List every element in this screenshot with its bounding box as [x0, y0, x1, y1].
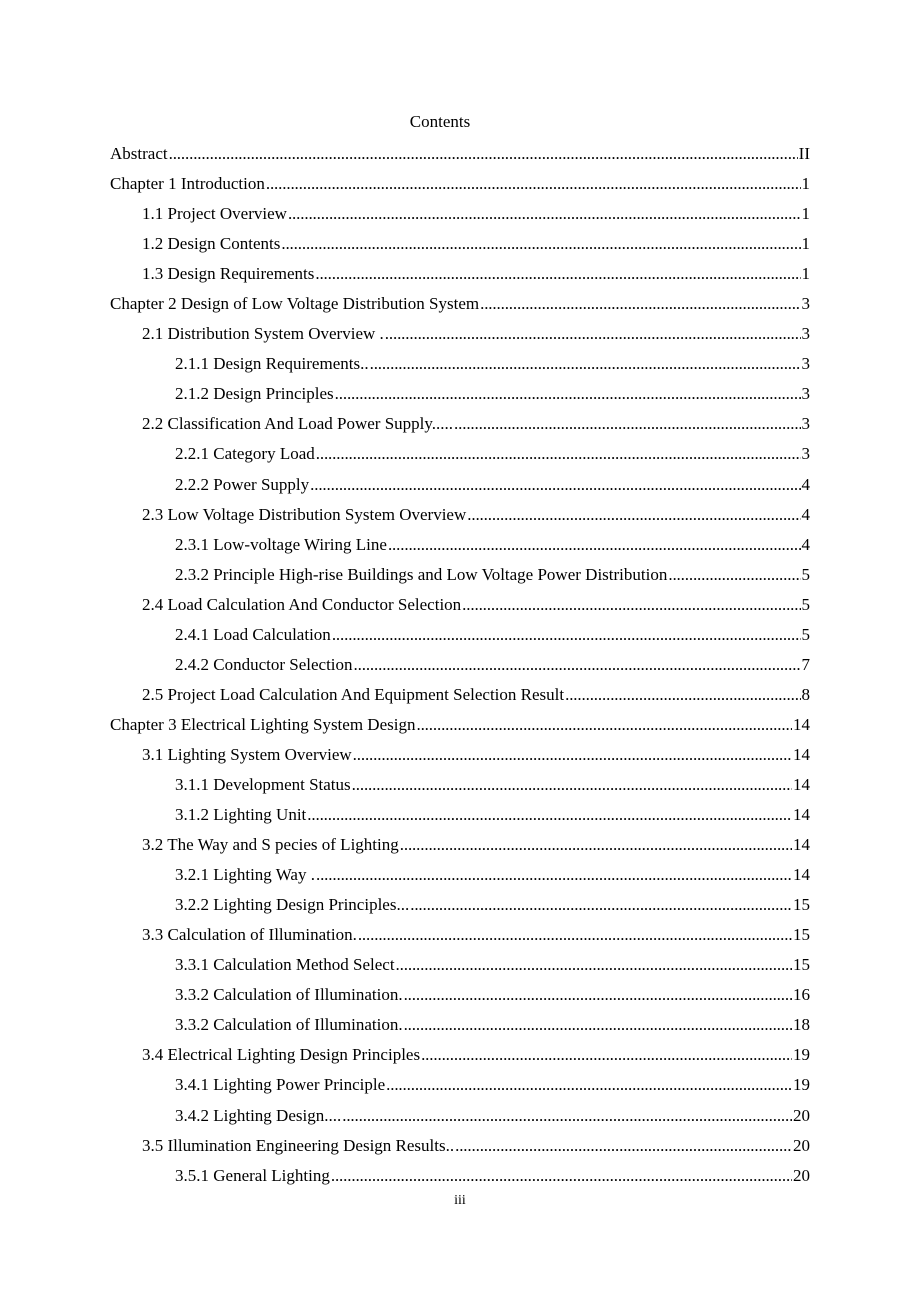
toc-entry-page: 15 [793, 925, 810, 945]
toc-entry-label: Chapter 2 Design of Low Voltage Distribution System [110, 294, 480, 314]
toc-entry-page: 18 [793, 1015, 810, 1035]
toc-entry[interactable] [110, 920, 810, 950]
toc-entry[interactable] [110, 860, 810, 890]
toc-entry[interactable] [110, 500, 810, 530]
toc-entry-label: 2.4.2 Conductor Selection [175, 654, 353, 674]
dot-leader [455, 1135, 792, 1157]
dot-leader [386, 1074, 792, 1096]
toc-entry[interactable] [110, 439, 810, 469]
toc-entry-page: 19 [793, 1075, 810, 1095]
toc-entry-page: 14 [793, 775, 810, 794]
toc-entry-label: 3.5.1 General Lighting [175, 1165, 330, 1185]
toc-entry-page: 20 [793, 1135, 810, 1155]
toc-entry-page: 3 [801, 354, 810, 374]
toc-entry-label: 2.1.1 Design Requirements.. [175, 354, 369, 374]
toc-entry-page: 4 [801, 504, 810, 524]
toc-entry-page: 15 [793, 895, 810, 915]
toc-entry-label: Abstract [110, 144, 168, 164]
toc-entry-page: II [798, 144, 810, 164]
toc-entry-page: 14 [793, 865, 810, 885]
toc-entry-label: 2.1 Distribution System Overview . [142, 324, 384, 344]
toc-entry-label: 3.2 The Way and S pecies of Lighting [142, 835, 399, 855]
toc-entry[interactable] [110, 409, 810, 439]
toc-entry[interactable] [110, 1010, 810, 1040]
toc-entry[interactable] [110, 289, 810, 319]
dot-leader [416, 714, 792, 736]
dot-leader [307, 804, 792, 826]
toc-entry-page: 7 [801, 654, 810, 674]
toc-entry-page: 15 [793, 955, 810, 975]
toc-entry-page: 19 [793, 1045, 810, 1065]
toc-entry-label: 3.4.2 Lighting Design.... [175, 1105, 342, 1125]
toc-entry[interactable] [110, 620, 810, 650]
dot-leader [315, 263, 800, 285]
dot-leader [169, 143, 798, 165]
toc-entry-label: 2.1.2 Design Principles [175, 384, 334, 404]
toc-entry[interactable] [110, 980, 810, 1010]
dot-leader [404, 984, 792, 1006]
toc-entry-page: 20 [793, 1105, 810, 1125]
page-number: iii [454, 1193, 466, 1208]
dot-leader [353, 744, 792, 766]
dot-leader [354, 654, 801, 676]
toc-entry-label: 3.1.1 Development Status [175, 775, 351, 794]
toc-entry-label: 2.2.2 Power Supply [175, 474, 310, 494]
dot-leader [388, 534, 801, 556]
dot-leader [332, 624, 801, 646]
toc-entry-page: 4 [801, 474, 810, 494]
toc-entry[interactable] [110, 710, 810, 740]
dot-leader [462, 594, 800, 616]
dot-leader [410, 894, 792, 916]
toc-entry[interactable] [110, 199, 810, 229]
toc-entry[interactable] [110, 1161, 810, 1191]
toc-entry-label: 3.3.1 Calculation Method Select [175, 955, 395, 975]
toc-entry-page: 14 [793, 835, 810, 855]
toc-entry[interactable] [110, 1040, 810, 1070]
toc-entry-label: 2.3 Low Voltage Distribution System Overview [142, 504, 467, 524]
toc-entry-page: 8 [801, 684, 810, 704]
dot-leader [331, 1165, 792, 1187]
toc-entry-label: Chapter 1 Introduction [110, 174, 265, 194]
toc-entry-label: 1.1 Project Overview [142, 204, 287, 224]
toc-entry[interactable] [110, 800, 810, 830]
dot-leader [358, 924, 792, 946]
toc-entry-page: 16 [793, 985, 810, 1005]
toc-entry[interactable] [110, 590, 810, 620]
toc-entry-page: 1 [801, 204, 810, 224]
toc-entry[interactable] [110, 470, 810, 500]
toc-entry-label: 3.3.2 Calculation of Illumination. [175, 1015, 403, 1035]
toc-entry-page: 1 [801, 174, 810, 194]
toc-entry-page: 1 [801, 234, 810, 254]
table-of-contents [110, 139, 810, 1191]
toc-entry[interactable] [110, 950, 810, 980]
dot-leader [421, 1044, 792, 1066]
dot-leader [400, 834, 792, 856]
toc-entry[interactable] [110, 229, 810, 259]
toc-entry-page: 5 [801, 624, 810, 644]
toc-entry-page: 14 [793, 805, 810, 825]
toc-entry-label: 2.2.1 Category Load [175, 444, 315, 464]
toc-entry-page: 1 [801, 264, 810, 284]
toc-entry-page: 3 [801, 384, 810, 404]
toc-entry[interactable] [110, 259, 810, 289]
dot-leader [370, 353, 801, 375]
toc-entry[interactable] [110, 169, 810, 199]
dot-leader [316, 443, 801, 465]
toc-entry-page: 3 [801, 444, 810, 464]
toc-entry-label: 1.2 Design Contents [142, 234, 281, 254]
toc-entry[interactable] [110, 1101, 810, 1131]
dot-leader [352, 774, 792, 796]
contents-title: Contents [409, 112, 471, 131]
toc-entry[interactable] [110, 650, 810, 680]
toc-entry[interactable] [110, 379, 810, 409]
dot-leader [266, 173, 801, 195]
toc-entry-page: 3 [801, 414, 810, 434]
toc-entry[interactable] [110, 1070, 810, 1100]
dot-leader [335, 383, 801, 405]
toc-entry-label: 3.2.2 Lighting Design Principles... [175, 895, 410, 915]
dot-leader [288, 203, 801, 225]
dot-leader [281, 233, 800, 255]
toc-entry[interactable] [110, 680, 810, 710]
dot-leader [404, 1014, 792, 1036]
toc-entry[interactable] [110, 139, 810, 169]
dot-leader [342, 1105, 792, 1127]
toc-entry-page: 5 [801, 564, 810, 584]
toc-entry-label: 3.1.2 Lighting Unit [175, 805, 307, 825]
toc-entry-label: 3.1 Lighting System Overview [142, 744, 352, 764]
toc-entry-label: 3.2.1 Lighting Way . [175, 865, 315, 885]
toc-entry-page: 5 [801, 594, 810, 614]
toc-entry-page: 3 [801, 294, 810, 314]
toc-entry-label: 2.2 Classification And Load Power Supply..... [142, 414, 454, 434]
toc-entry-label: 2.4 Load Calculation And Conductor Selection [142, 594, 462, 614]
toc-entry[interactable] [110, 770, 810, 800]
dot-leader [454, 413, 800, 435]
dot-leader [385, 323, 801, 345]
toc-entry-label: 2.3.2 Principle High-rise Buildings and Low Voltage Power Distribution [175, 564, 668, 584]
toc-entry-page: 14 [793, 714, 810, 734]
toc-entry-label: 3.4 Electrical Lighting Design Principles [142, 1045, 421, 1065]
toc-entry-label: 2.3.1 Low-voltage Wiring Line [175, 534, 387, 554]
dot-leader [565, 684, 800, 706]
toc-entry-label: 3.3 Calculation of Illumination. [142, 925, 357, 945]
toc-entry-label: 3.4.1 Lighting Power Principle [175, 1075, 386, 1095]
toc-entry[interactable] [110, 740, 810, 770]
dot-leader [480, 293, 800, 315]
toc-entry-label: Chapter 3 Electrical Lighting System Design [110, 714, 416, 734]
dot-leader [316, 864, 792, 886]
toc-entry-page: 14 [793, 744, 810, 764]
toc-entry-label: 2.4.1 Load Calculation [175, 624, 331, 644]
dot-leader [467, 504, 800, 526]
toc-entry-label: 1.3 Design Requirements [142, 264, 315, 284]
toc-entry[interactable] [110, 319, 810, 349]
toc-entry-label: 3.5 Illumination Engineering Design Results.. [142, 1135, 455, 1155]
dot-leader [310, 474, 800, 496]
toc-entry-page: 20 [793, 1165, 810, 1185]
toc-entry[interactable] [110, 560, 810, 590]
toc-entry-label: 2.5 Project Load Calculation And Equipment Selection Result [142, 684, 565, 704]
toc-entry-label: 3.3.2 Calculation of Illumination. [175, 985, 403, 1005]
dot-leader [396, 954, 792, 976]
toc-entry[interactable] [110, 890, 810, 920]
toc-entry[interactable] [110, 830, 810, 860]
toc-entry[interactable] [110, 530, 810, 560]
toc-entry[interactable] [110, 349, 810, 379]
toc-entry-page: 4 [801, 534, 810, 554]
dot-leader [668, 564, 800, 586]
toc-entry[interactable] [110, 1131, 810, 1161]
toc-entry-page: 3 [801, 324, 810, 344]
